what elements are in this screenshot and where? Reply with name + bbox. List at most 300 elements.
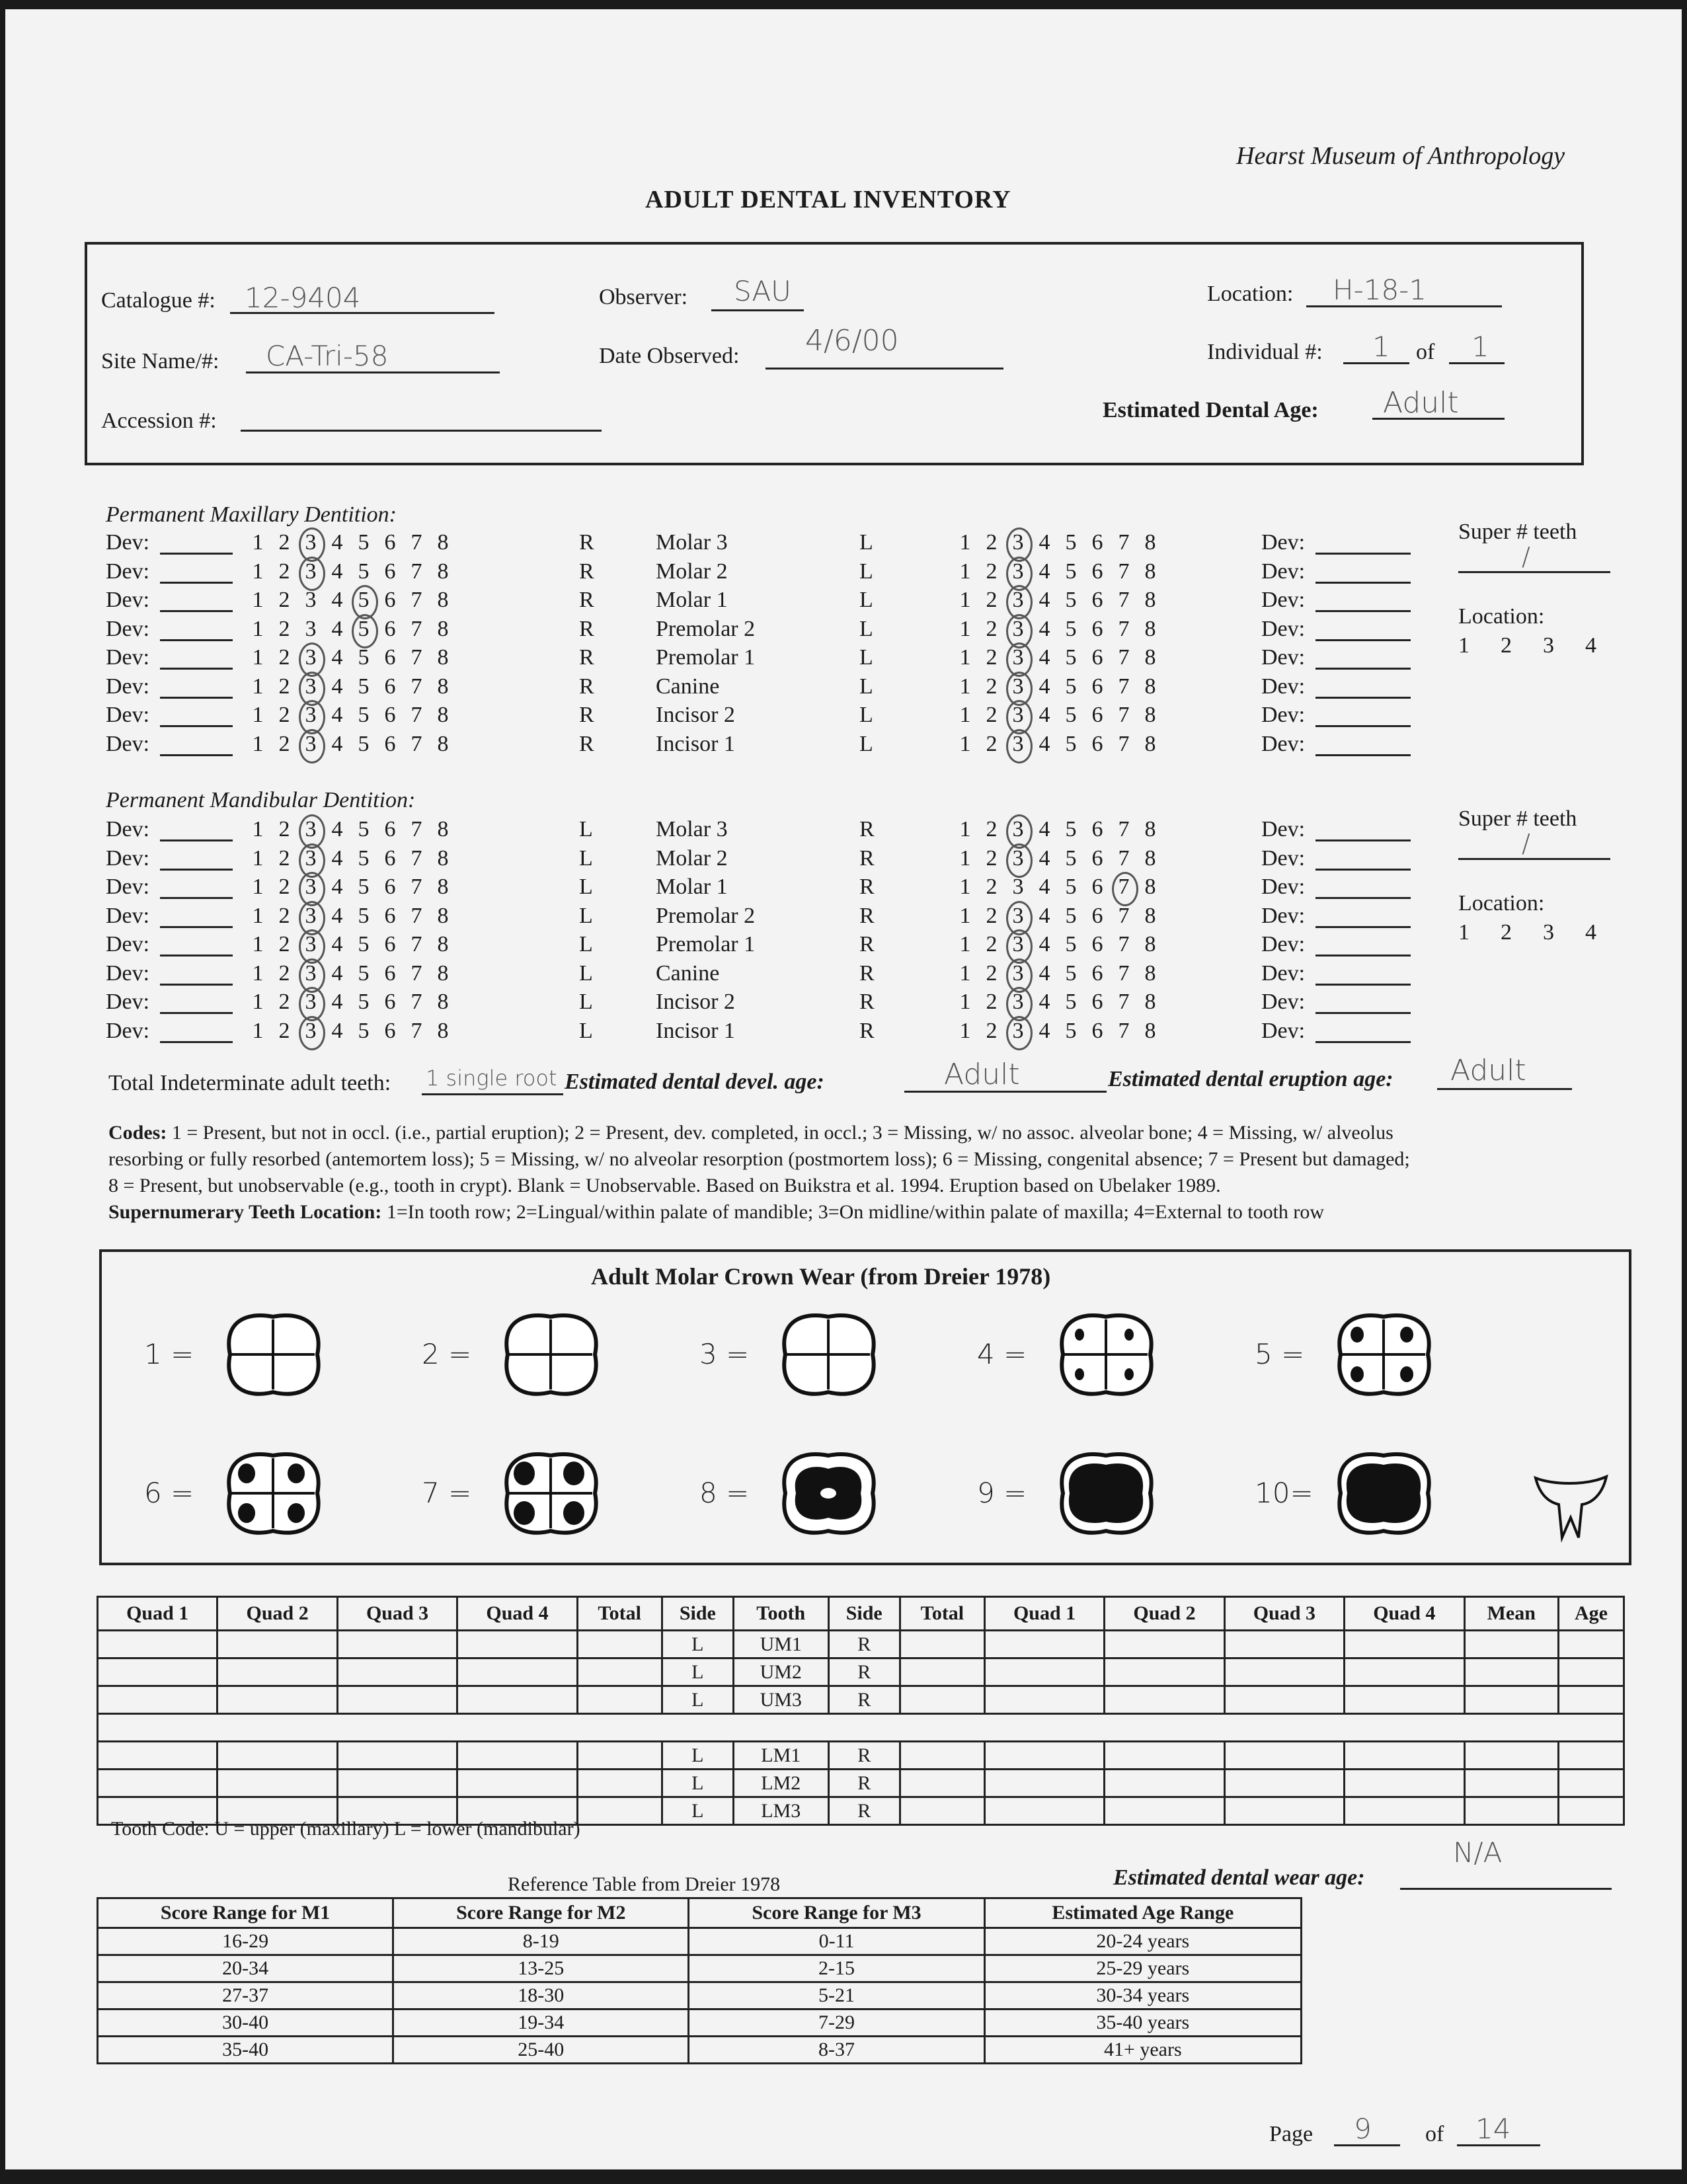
code-option[interactable]: 3: [1012, 875, 1024, 899]
code-option[interactable]: 5: [1065, 559, 1077, 584]
code-option[interactable]: 8: [437, 903, 449, 928]
code-option[interactable]: 8: [437, 559, 449, 584]
code-option[interactable]: 1: [959, 845, 971, 871]
code-option[interactable]: 2: [278, 645, 290, 670]
code-option[interactable]: 3: [1005, 559, 1031, 584]
code-option[interactable]: 8: [437, 932, 449, 956]
code-option[interactable]: 6: [384, 817, 396, 841]
code-option[interactable]: 5: [1065, 731, 1077, 756]
score-cell[interactable]: [217, 1686, 337, 1714]
dev-field[interactable]: [160, 582, 233, 584]
dev-field[interactable]: [160, 697, 233, 699]
code-option[interactable]: 1: [959, 1018, 971, 1043]
code-option[interactable]: 7: [411, 645, 422, 670]
score-cell[interactable]: [1105, 1658, 1224, 1686]
code-option[interactable]: 2: [986, 559, 998, 584]
code-option[interactable]: 7: [1118, 817, 1130, 841]
code-option[interactable]: 3: [1005, 645, 1031, 670]
code-option[interactable]: 4: [331, 845, 343, 871]
code-option[interactable]: 1: [252, 960, 264, 986]
code-option[interactable]: 7: [1111, 875, 1137, 900]
code-option[interactable]: 7: [1118, 845, 1130, 871]
code-option[interactable]: 4: [331, 817, 343, 841]
code-option[interactable]: 5: [1065, 903, 1077, 928]
score-cell[interactable]: [1105, 1631, 1224, 1658]
code-option[interactable]: 3: [305, 616, 317, 641]
score-cell[interactable]: [900, 1770, 984, 1797]
code-option[interactable]: 3: [1005, 846, 1031, 871]
code-option[interactable]: 5: [358, 845, 370, 871]
score-cell[interactable]: [1558, 1686, 1624, 1714]
score-cell[interactable]: [577, 1742, 662, 1770]
eruption-age-field[interactable]: [1437, 1054, 1572, 1090]
score-cell[interactable]: [1345, 1797, 1464, 1825]
code-option[interactable]: 6: [384, 559, 396, 584]
code-option[interactable]: 2: [986, 990, 998, 1014]
code-option[interactable]: 5: [1065, 875, 1077, 899]
code-option[interactable]: 7: [411, 932, 422, 956]
score-cell[interactable]: [900, 1658, 984, 1686]
score-cell[interactable]: [1224, 1797, 1344, 1825]
code-option[interactable]: 8: [437, 990, 449, 1014]
location-option[interactable]: 1: [1458, 920, 1470, 945]
code-option[interactable]: 5: [358, 1018, 370, 1043]
code-option[interactable]: 8: [437, 703, 449, 727]
code-option[interactable]: 6: [384, 588, 396, 612]
code-option[interactable]: 6: [1091, 674, 1103, 699]
code-option[interactable]: 3: [1005, 617, 1031, 642]
score-cell[interactable]: [1105, 1797, 1224, 1825]
code-option[interactable]: 4: [1039, 588, 1050, 612]
score-cell[interactable]: [1464, 1686, 1558, 1714]
score-cell[interactable]: [98, 1742, 217, 1770]
code-option[interactable]: 6: [384, 674, 396, 699]
code-option[interactable]: 8: [437, 875, 449, 899]
code-option[interactable]: 5: [1065, 645, 1077, 670]
score-cell[interactable]: [1558, 1631, 1624, 1658]
code-option[interactable]: 5: [1065, 817, 1077, 841]
score-cell[interactable]: [1224, 1658, 1344, 1686]
code-option[interactable]: 1: [252, 1018, 264, 1043]
code-option[interactable]: 1: [252, 817, 264, 841]
score-cell[interactable]: [1105, 1770, 1224, 1797]
dev-field[interactable]: [160, 725, 233, 727]
code-option[interactable]: 1: [252, 875, 264, 899]
code-option[interactable]: 4: [331, 731, 343, 756]
code-option[interactable]: 4: [331, 903, 343, 928]
maxillary-super-field[interactable]: [1458, 542, 1610, 573]
code-option[interactable]: 1: [959, 703, 971, 727]
code-option[interactable]: 8: [1144, 845, 1156, 871]
code-option[interactable]: 1: [252, 645, 264, 670]
dev-field[interactable]: [160, 668, 233, 670]
code-option[interactable]: 4: [1039, 932, 1050, 956]
wear-age-field[interactable]: [1400, 1836, 1612, 1890]
dev-field[interactable]: [160, 553, 233, 555]
dental-age-field[interactable]: [1372, 386, 1505, 420]
code-option[interactable]: 6: [384, 1018, 396, 1043]
code-option[interactable]: 4: [331, 703, 343, 727]
code-option[interactable]: 5: [358, 674, 370, 699]
code-option[interactable]: 6: [1091, 530, 1103, 555]
score-cell[interactable]: [1558, 1742, 1624, 1770]
code-option[interactable]: 5: [358, 559, 370, 584]
score-cell[interactable]: [1464, 1631, 1558, 1658]
code-option[interactable]: 6: [1091, 817, 1103, 841]
code-option[interactable]: 7: [411, 530, 422, 555]
code-option[interactable]: 5: [1065, 990, 1077, 1014]
score-cell[interactable]: [900, 1686, 984, 1714]
code-option[interactable]: 3: [1005, 703, 1031, 728]
dev-field[interactable]: [160, 926, 233, 928]
code-option[interactable]: 7: [411, 703, 422, 727]
code-option[interactable]: 6: [1091, 960, 1103, 986]
code-option[interactable]: 5: [358, 731, 370, 756]
code-option[interactable]: 4: [331, 559, 343, 584]
code-option[interactable]: 4: [1039, 674, 1050, 699]
code-option[interactable]: 7: [411, 674, 422, 699]
code-option[interactable]: 7: [411, 559, 422, 584]
code-option[interactable]: 4: [331, 1018, 343, 1043]
score-cell[interactable]: [984, 1631, 1104, 1658]
code-option[interactable]: 8: [1144, 530, 1156, 555]
score-cell[interactable]: [984, 1742, 1104, 1770]
site-field[interactable]: [246, 340, 500, 373]
code-option[interactable]: 1: [959, 875, 971, 899]
score-cell[interactable]: [577, 1658, 662, 1686]
score-cell[interactable]: [1345, 1770, 1464, 1797]
code-option[interactable]: 6: [384, 932, 396, 956]
location-option[interactable]: 2: [1501, 920, 1512, 945]
dev-field[interactable]: [1315, 869, 1411, 871]
score-cell[interactable]: [577, 1686, 662, 1714]
code-option[interactable]: 4: [1039, 817, 1050, 841]
dev-field[interactable]: [160, 869, 233, 871]
score-cell[interactable]: [217, 1631, 337, 1658]
code-option[interactable]: 4: [331, 960, 343, 986]
code-option[interactable]: 6: [1091, 990, 1103, 1014]
code-option[interactable]: 1: [959, 817, 971, 841]
code-option[interactable]: 8: [437, 1018, 449, 1043]
code-option[interactable]: 4: [1039, 703, 1050, 727]
code-option[interactable]: 3: [1005, 674, 1031, 699]
code-option[interactable]: 7: [1118, 903, 1130, 928]
score-cell[interactable]: [900, 1797, 984, 1825]
dev-field[interactable]: [1315, 725, 1411, 727]
score-cell[interactable]: [577, 1770, 662, 1797]
code-option[interactable]: 2: [986, 960, 998, 986]
code-option[interactable]: 7: [1118, 731, 1130, 756]
code-option[interactable]: 2: [278, 817, 290, 841]
code-option[interactable]: 5: [1065, 932, 1077, 956]
code-option[interactable]: 4: [331, 645, 343, 670]
score-cell[interactable]: [577, 1631, 662, 1658]
code-option[interactable]: 8: [437, 960, 449, 986]
code-option[interactable]: 6: [1091, 731, 1103, 756]
code-option[interactable]: 8: [437, 817, 449, 841]
code-option[interactable]: 8: [437, 845, 449, 871]
code-option[interactable]: 2: [278, 932, 290, 956]
code-option[interactable]: 5: [1065, 703, 1077, 727]
code-option[interactable]: 2: [986, 645, 998, 670]
code-option[interactable]: 4: [331, 875, 343, 899]
code-option[interactable]: 6: [384, 703, 396, 727]
score-cell[interactable]: [337, 1742, 457, 1770]
code-option[interactable]: 1: [252, 616, 264, 641]
score-cell[interactable]: [457, 1658, 577, 1686]
score-cell[interactable]: [337, 1631, 457, 1658]
code-option[interactable]: 2: [986, 845, 998, 871]
score-cell[interactable]: [900, 1742, 984, 1770]
code-option[interactable]: 5: [358, 960, 370, 986]
date-field[interactable]: [765, 324, 1003, 370]
dev-field[interactable]: [160, 1041, 233, 1043]
code-option[interactable]: 5: [1065, 616, 1077, 641]
code-option[interactable]: 5: [358, 990, 370, 1014]
score-cell[interactable]: [984, 1797, 1104, 1825]
individual-field[interactable]: [1343, 331, 1409, 364]
indeterminate-field[interactable]: [422, 1067, 563, 1095]
score-cell[interactable]: [457, 1686, 577, 1714]
score-cell[interactable]: [337, 1686, 457, 1714]
code-option[interactable]: 7: [411, 960, 422, 986]
code-option[interactable]: 7: [411, 731, 422, 756]
score-cell[interactable]: [457, 1631, 577, 1658]
location-option[interactable]: 3: [1543, 633, 1554, 658]
code-option[interactable]: 3: [297, 904, 324, 929]
code-option[interactable]: 8: [437, 616, 449, 641]
code-option[interactable]: 1: [252, 932, 264, 956]
code-option[interactable]: 3: [297, 674, 324, 699]
code-option[interactable]: 2: [986, 817, 998, 841]
code-option[interactable]: 6: [384, 875, 396, 899]
code-option[interactable]: 6: [1091, 588, 1103, 612]
code-option[interactable]: 5: [1065, 1018, 1077, 1043]
code-option[interactable]: 7: [411, 616, 422, 641]
score-cell[interactable]: [98, 1631, 217, 1658]
score-cell[interactable]: [1105, 1686, 1224, 1714]
code-option[interactable]: 4: [331, 588, 343, 612]
code-option[interactable]: 3: [1005, 1019, 1031, 1044]
code-option[interactable]: 6: [1091, 616, 1103, 641]
score-cell[interactable]: [337, 1658, 457, 1686]
score-cell[interactable]: [217, 1770, 337, 1797]
code-option[interactable]: 2: [278, 703, 290, 727]
code-option[interactable]: 4: [331, 616, 343, 641]
score-cell[interactable]: [984, 1658, 1104, 1686]
dev-field[interactable]: [1315, 984, 1411, 986]
code-option[interactable]: 2: [986, 932, 998, 956]
location-option[interactable]: 4: [1585, 920, 1596, 945]
code-option[interactable]: 4: [1039, 645, 1050, 670]
code-option[interactable]: 3: [1005, 932, 1031, 957]
code-option[interactable]: 6: [1091, 903, 1103, 928]
code-option[interactable]: 2: [986, 588, 998, 612]
code-option[interactable]: 5: [350, 588, 377, 613]
dev-field[interactable]: [1315, 1041, 1411, 1043]
code-option[interactable]: 6: [384, 960, 396, 986]
code-option[interactable]: 6: [1091, 932, 1103, 956]
score-cell[interactable]: [1558, 1797, 1624, 1825]
code-option[interactable]: 7: [1118, 960, 1130, 986]
code-option[interactable]: 3: [1005, 588, 1031, 613]
code-option[interactable]: 1: [959, 990, 971, 1014]
code-option[interactable]: 1: [959, 932, 971, 956]
code-option[interactable]: 7: [1118, 932, 1130, 956]
code-option[interactable]: 1: [959, 960, 971, 986]
observer-field[interactable]: [711, 275, 804, 311]
code-option[interactable]: 5: [1065, 674, 1077, 699]
dev-field[interactable]: [160, 984, 233, 986]
score-cell[interactable]: [577, 1797, 662, 1825]
code-option[interactable]: 6: [1091, 1018, 1103, 1043]
code-option[interactable]: 3: [297, 932, 324, 957]
code-option[interactable]: 7: [1118, 703, 1130, 727]
code-option[interactable]: 8: [1144, 875, 1156, 899]
dev-field[interactable]: [1315, 639, 1411, 641]
score-cell[interactable]: [1345, 1686, 1464, 1714]
code-option[interactable]: 1: [959, 645, 971, 670]
code-option[interactable]: 2: [986, 1018, 998, 1043]
code-option[interactable]: 6: [1091, 559, 1103, 584]
code-option[interactable]: 6: [1091, 875, 1103, 899]
score-cell[interactable]: [1464, 1742, 1558, 1770]
dev-field[interactable]: [1315, 897, 1411, 899]
code-option[interactable]: 1: [252, 530, 264, 555]
score-cell[interactable]: [1558, 1770, 1624, 1797]
code-option[interactable]: 8: [1144, 903, 1156, 928]
code-option[interactable]: 6: [384, 990, 396, 1014]
dev-field[interactable]: [1315, 668, 1411, 670]
dev-field[interactable]: [1315, 926, 1411, 928]
score-cell[interactable]: [1224, 1770, 1344, 1797]
code-option[interactable]: 2: [986, 530, 998, 555]
code-option[interactable]: 5: [358, 932, 370, 956]
dev-field[interactable]: [160, 639, 233, 641]
code-option[interactable]: 3: [1005, 904, 1031, 929]
code-option[interactable]: 5: [358, 817, 370, 841]
code-option[interactable]: 2: [278, 845, 290, 871]
code-option[interactable]: 8: [1144, 674, 1156, 699]
code-option[interactable]: 5: [358, 903, 370, 928]
code-option[interactable]: 2: [986, 875, 998, 899]
code-option[interactable]: 3: [1005, 530, 1031, 555]
code-option[interactable]: 1: [252, 990, 264, 1014]
code-option[interactable]: 4: [1039, 845, 1050, 871]
mandibular-super-field[interactable]: [1458, 829, 1610, 860]
score-cell[interactable]: [1464, 1797, 1558, 1825]
code-option[interactable]: 8: [437, 674, 449, 699]
code-option[interactable]: 3: [1005, 732, 1031, 757]
score-cell[interactable]: [1558, 1658, 1624, 1686]
code-option[interactable]: 7: [1118, 674, 1130, 699]
code-option[interactable]: 5: [1065, 845, 1077, 871]
code-option[interactable]: 4: [1039, 960, 1050, 986]
code-option[interactable]: 8: [1144, 990, 1156, 1014]
code-option[interactable]: 6: [384, 731, 396, 756]
code-option[interactable]: 7: [411, 903, 422, 928]
code-option[interactable]: 1: [252, 588, 264, 612]
code-option[interactable]: 1: [252, 703, 264, 727]
dev-field[interactable]: [1315, 610, 1411, 612]
code-option[interactable]: 8: [1144, 932, 1156, 956]
code-option[interactable]: 1: [959, 530, 971, 555]
code-option[interactable]: 3: [1005, 961, 1031, 986]
dev-field[interactable]: [1315, 955, 1411, 956]
code-option[interactable]: 1: [959, 731, 971, 756]
score-cell[interactable]: [337, 1770, 457, 1797]
code-option[interactable]: 8: [1144, 703, 1156, 727]
code-option[interactable]: 7: [411, 990, 422, 1014]
score-cell[interactable]: [98, 1770, 217, 1797]
code-option[interactable]: 2: [986, 616, 998, 641]
location-field[interactable]: [1306, 274, 1502, 307]
score-cell[interactable]: [984, 1686, 1104, 1714]
code-option[interactable]: 6: [384, 616, 396, 641]
code-option[interactable]: 2: [986, 703, 998, 727]
code-option[interactable]: 1: [959, 588, 971, 612]
score-cell[interactable]: [457, 1770, 577, 1797]
code-option[interactable]: 2: [278, 960, 290, 986]
code-option[interactable]: 3: [1005, 817, 1031, 842]
code-option[interactable]: 8: [1144, 559, 1156, 584]
dev-field[interactable]: [1315, 1012, 1411, 1014]
score-cell[interactable]: [457, 1742, 577, 1770]
code-option[interactable]: 2: [278, 990, 290, 1014]
code-option[interactable]: 5: [1065, 588, 1077, 612]
code-option[interactable]: 7: [1118, 588, 1130, 612]
code-option[interactable]: 2: [278, 530, 290, 555]
code-option[interactable]: 5: [1065, 960, 1077, 986]
code-option[interactable]: 8: [1144, 960, 1156, 986]
code-option[interactable]: 7: [411, 817, 422, 841]
code-option[interactable]: 2: [278, 903, 290, 928]
score-cell[interactable]: [98, 1686, 217, 1714]
page-number-field[interactable]: [1334, 2115, 1400, 2146]
code-option[interactable]: 7: [1118, 616, 1130, 641]
code-option[interactable]: 2: [986, 903, 998, 928]
code-option[interactable]: 3: [297, 1019, 324, 1044]
code-option[interactable]: 6: [1091, 845, 1103, 871]
code-option[interactable]: 8: [437, 645, 449, 670]
code-option[interactable]: 2: [278, 875, 290, 899]
code-option[interactable]: 3: [297, 961, 324, 986]
code-option[interactable]: 4: [331, 674, 343, 699]
dev-field[interactable]: [160, 754, 233, 756]
score-cell[interactable]: [217, 1742, 337, 1770]
code-option[interactable]: 4: [1039, 875, 1050, 899]
code-option[interactable]: 8: [437, 731, 449, 756]
code-option[interactable]: 5: [358, 645, 370, 670]
dev-field[interactable]: [1315, 754, 1411, 756]
dev-field[interactable]: [1315, 582, 1411, 584]
code-option[interactable]: 7: [411, 588, 422, 612]
code-option[interactable]: 7: [1118, 559, 1130, 584]
code-option[interactable]: 3: [1005, 990, 1031, 1015]
code-option[interactable]: 1: [252, 674, 264, 699]
code-option[interactable]: 3: [305, 588, 317, 612]
code-option[interactable]: 6: [1091, 703, 1103, 727]
code-option[interactable]: 1: [252, 903, 264, 928]
code-option[interactable]: 3: [297, 703, 324, 728]
code-option[interactable]: 3: [297, 846, 324, 871]
code-option[interactable]: 4: [1039, 1018, 1050, 1043]
code-option[interactable]: 1: [252, 731, 264, 756]
code-option[interactable]: 3: [297, 875, 324, 900]
score-cell[interactable]: [1464, 1658, 1558, 1686]
code-option[interactable]: 6: [1091, 645, 1103, 670]
code-option[interactable]: 5: [358, 875, 370, 899]
